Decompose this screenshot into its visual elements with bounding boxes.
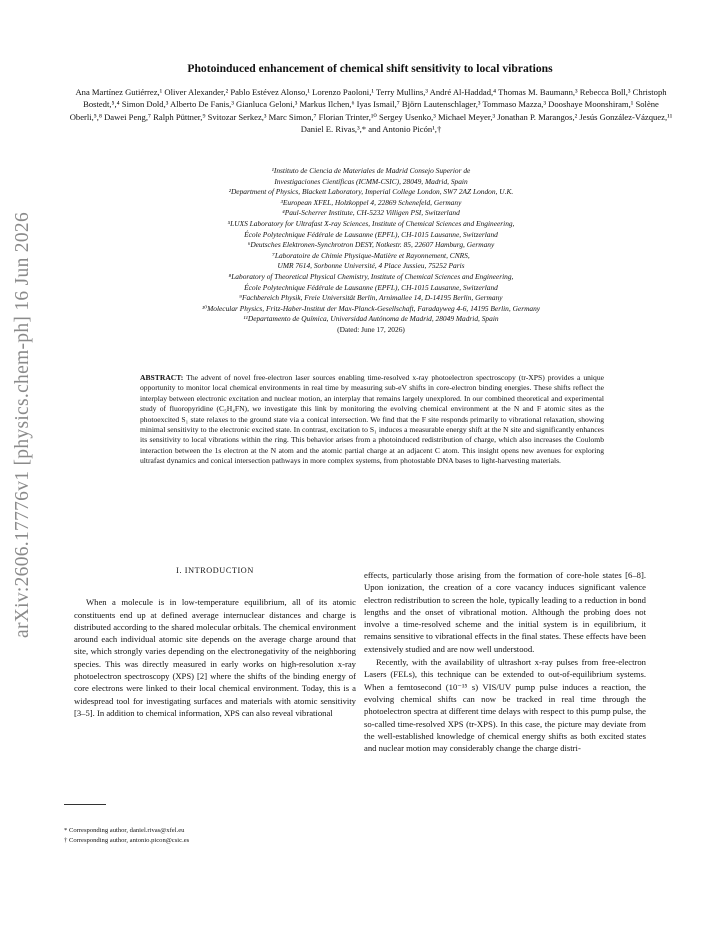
affiliation-line: ¹⁰Molecular Physics, Fritz-Haber-Institut der Max-Planck-Gesellschaft, Faradayweg 4-6, 14195 Berlin, Germany (201, 303, 541, 313)
affiliation-line: ⁷Laboratoire de Chimie Physique-Matière et Rayonnement, CNRS, (272, 250, 470, 260)
author-list: Ana Martínez Gutiérrez,¹ Oliver Alexander,² Pablo Estévez Alonso,¹ Lorenzo Paoloni,¹ Terry Mullins,³ André Al-Haddad,⁴ Thomas M. Baumann,³ Rebecca Boll,³ Christoph Bostedt,⁵,⁴ Simon Dold,³ Alberto De Fanis,³ Gianluca Geloni,³ Markus Ilchen,⁶ Iyas Ismail,⁷ Björn Lautenschlager,³ Tommaso Mazza,³ Dooshaye Moonshiram,¹ Solène Oberli,⁵,⁸ Dawei Peng,⁷ Ralph Püttner,⁹ Svitozar Serkez,³ Marc Simon,⁷ Florian Trinter,¹⁰ Sergey Usenko,³ Michael Meyer,³ Jonathan P. Marangos,² Jesús González-Vázquez,¹¹ Daniel E. Rivas,³,* and Antonio Picón¹,† (69, 87, 673, 134)
section-heading-introduction: I. INTRODUCTION (176, 566, 254, 575)
left-column (74, 565, 356, 719)
affiliation-line: ⁸Laboratory of Theoretical Physical Chemistry, Institute of Chemical Sciences and Engineering, (228, 271, 514, 281)
affiliation-line: ⁶Deutsches Elektronen-Synchrotron DESY, Notkestr. 85, 22607 Hamburg, Germany (247, 240, 495, 250)
affiliation-line: Investigaciones Científicas (ICMM-CSIC), 28049, Madrid, Spain (274, 176, 468, 186)
arxiv-sidebar-stamp (6, 190, 40, 660)
affiliation-line: UMR 7614, Sorbonne Université, 4 Place Jussieu, 75252 Paris (277, 261, 465, 271)
footnote-divider (64, 804, 106, 805)
paper-title: Photoinduced enhancement of chemical shift sensitivity to local vibrations (187, 62, 553, 75)
affiliation-line: École Polytechnique Fédérale de Lausanne (EPFL), CH-1015 Lausanne, Switzerland (244, 282, 498, 292)
right-column (364, 569, 646, 754)
body-paragraph: effects, particularly those arising from the formation of core-hole states [6–8]. Upon ionization, the creation of a core vacancy induces significant valence electron redistribution to screen the hole, typically leading to a reduction in bond lengths and the onset of vibrational motion. Although the probing does not involve a time-resolved scheme and the initial system is in equilibrium, it remains sensitive to vibrational effects in the final states. These effects have been extensively studied and are now well understood. (364, 570, 646, 654)
affiliation-line: ²Department of Physics, Blackett Laboratory, Imperial College London, SW7 2AZ London, U.K. (228, 187, 514, 197)
abstract-text: The advent of novel free-electron laser sources enabling time-resolved x-ray photoelectron spectroscopy (tr-XPS) provides a unique opportunity to monitor local chemical environments in real time by measuring sub-eV shifts in core-electron binding energies. These shifts reflect the interplay between electronic excitation and nuclear motion, an interplay that remains largely unexplored. In our combined theoretical and experimental study of fluoropyridine (C₅H₄FN), we investigate this link by monitoring the evolving chemical environment at the N and F atomic sites as the photoexcited S₁ state relaxes to the ground state via a conical intersection. We find that the F site responds primarily to vibrational relaxation, showing minimal sensitivity to the electronic excited state. In contrast, excitation to S₁ induces a measurable energy shift at the N site and significantly enhances its sensitivity to local vibrations within the ring. This behavior arises from a photoinduced redistribution of charge, which also increases the Coulomb interaction between the 1s electron at the N atom and the atomic partial charge at an adjacent C atom. This insight opens new avenues for exploring ultrafast dynamics and conical intersection pathways in more complex systems, from photostable DNA bases to light-harvesting materials. (140, 373, 604, 466)
affiliation-line: ¹Instituto de Ciencia de Materiales de Madrid Consejo Superior de (271, 166, 471, 175)
body-paragraph: Recently, with the availability of ultrashort x-ray pulses from free-electron Lasers (FELs), this technique can be extended to out-of-equilibrium systems. When a femtosecond (10⁻¹⁵ s) VIS/UV pump pulse induces a reaction, the evolving chemical shifts can now be tracked in real time through the photoelectron spectra at different time delays with respect to this pump pulse, the so-called time-resolved XPS (tr-XPS). In this case, the picture may deviate from the well-established knowledge of chemical energy shifts as both excited states and nuclear motion may considerably change the charge distri- (364, 657, 646, 754)
affiliation-line: ⁴Paul-Scherrer Institute, CH-5232 Villigen PSI, Switzerland (282, 208, 460, 218)
abstract-label: ABSTRACT: (140, 373, 184, 382)
date-line: (Dated: June 17, 2026) (337, 324, 405, 334)
affiliation-list (64, 166, 678, 336)
affiliation-line: ⁵LUXS Laboratory for Ultrafast X-ray Sciences, Institute of Chemical Sciences and Engineering, (227, 218, 515, 228)
arxiv-identifier: arXiv:2606.17776v1 [physics.chem-ph] 16 Jun 2026 (12, 211, 33, 639)
body-paragraph: When a molecule is in low-temperature equilibrium, all of its atomic constituents end up at defined average internuclear distances and charge is distributed according to the shared molecular orbitals. The chemical environment around each individual atomic site depends on the average charge around that site, which strongly varies depending on the electronegativity of the neighboring species. This was directly measured in early works on high-resolution x-ray photoelectron spectroscopy (XPS) [2] where the shifts of the binding energy of core electrons were linked to their local chemical environment. Today, this is a widespread tool for investigating surfaces and materials with atomic sensitivity [3–5]. In addition to chemical information, XPS can also reveal vibrational (74, 597, 356, 718)
abstract (140, 373, 604, 467)
footnote-corresponding-author-1: * Corresponding author, daniel.rivas@xfel.eu (64, 827, 185, 834)
affiliation-line: École Polytechnique Fédérale de Lausanne (EPFL), CH-1015 Lausanne, Switzerland (244, 229, 498, 239)
affiliation-line: ¹¹Departamento de Química, Universidad Autónoma de Madrid, 28049 Madrid, Spain (243, 314, 499, 324)
footnotes (64, 826, 354, 846)
affiliation-line: ⁹Fachbereich Physik, Freie Universität Berlin, Arnimallee 14, D-14195 Berlin, Germany (239, 293, 503, 303)
affiliation-line: ³European XFEL, Holzkoppel 4, 22869 Schenefeld, Germany (280, 197, 462, 207)
footnote-corresponding-author-2: † Corresponding author, antonio.picon@csic.es (64, 837, 190, 844)
